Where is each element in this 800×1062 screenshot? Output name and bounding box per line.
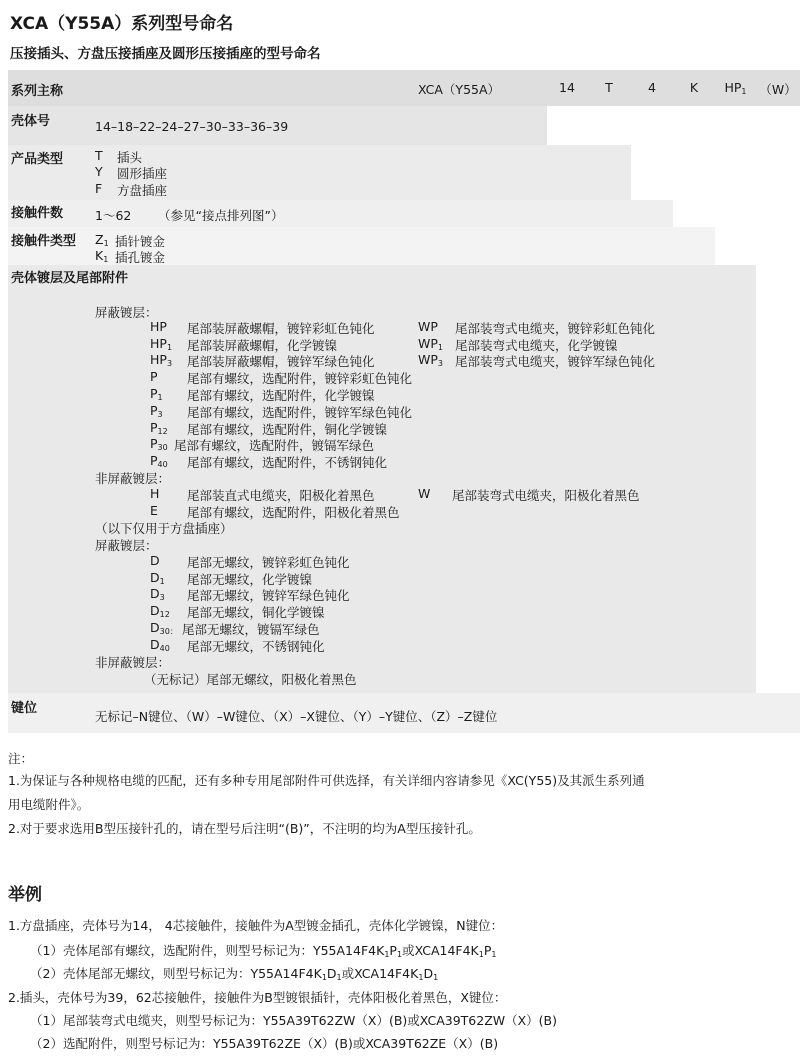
code-contact-type: K	[689, 80, 699, 95]
shield-heading: 屏蔽镀层：	[95, 305, 158, 320]
plating-code: $P_1$	[150, 386, 163, 402]
series-model: XCA（Y55A）	[418, 82, 501, 97]
plating-code: $P_{12}$	[150, 420, 168, 436]
product-type-code: F	[95, 181, 103, 196]
product-type-code: Y	[95, 164, 103, 179]
square-only-note: （以下仅用于方盘插座）	[95, 521, 233, 536]
plating-code: $D_1$	[150, 570, 165, 586]
contact-type-text: 插针镀金	[115, 234, 166, 249]
plating-text: 尾部有螺纹，选配附件，不锈钢钝化	[187, 455, 388, 470]
plating-text: 尾部有螺纹，选配附件，阳极化着黑色	[187, 505, 400, 520]
example-line: （2）壳体尾部无螺纹，则型号标记为：$Y55A14F4K_1D_1$或$XCA14F4K_1D_1$	[30, 966, 439, 982]
plating-text: 尾部无螺纹，铜化学镀镍	[187, 605, 325, 620]
key-label: 键位	[11, 701, 38, 716]
series-label: 系列主称	[11, 84, 64, 99]
plating-text: 尾部有螺纹，选配附件，镀锌军绿色钝化	[187, 405, 413, 420]
examples-heading: 举例	[8, 885, 42, 905]
page-title: XCA（Y55A）系列型号命名	[10, 14, 234, 34]
plating-text: 尾部装屏蔽螺帽，化学镀镍	[187, 338, 338, 353]
plating-code: D	[150, 553, 160, 568]
product-type-text: 方盘插座	[117, 183, 168, 198]
plating-code: $P_{30}$	[150, 436, 168, 452]
plating-label: 壳体镀层及尾部附件	[11, 271, 129, 286]
plating-code: W	[418, 486, 431, 501]
notes-heading: 注：	[8, 751, 34, 766]
example-line: （1）壳体尾部有螺纹，选配附件，则型号标记为：$Y55A14F4K_1P_1$或$XCA14F4K_1P_1$	[30, 943, 497, 959]
plating-text: 尾部有螺纹，选配附件，铜化学镀镍	[187, 422, 388, 437]
plating-code: $WP_1$	[418, 336, 443, 352]
plating-text: 尾部装弯式电缆夹，阳极化着黑色	[452, 488, 640, 503]
plating-text: 尾部无螺纹，镀锌彩虹色钝化	[187, 555, 350, 570]
product-type-code: T	[95, 148, 103, 163]
plating-code: $D_{30:}$	[150, 620, 178, 636]
contact-type-label: 接触件类型	[11, 234, 77, 249]
plating-code: $D_3$	[150, 586, 165, 602]
plating-text: 尾部有螺纹，选配附件，化学镀镍	[187, 388, 375, 403]
contact-count-label: 接触件数	[11, 206, 64, 221]
plating-code: $HP_3$	[150, 352, 173, 368]
contact-type-text: 插孔镀金	[115, 250, 166, 265]
key-value: 无标记–N键位、（W）–W键位、（X）–X键位、（Y）–Y键位、（Z）–Z键位	[95, 709, 498, 724]
square-nonshield-heading: 非屏蔽镀层：	[95, 655, 171, 670]
contact-count-note: （参见“接点排列图”）	[158, 208, 284, 223]
example-line: 1.方盘插座，壳体号为14， 4芯接触件，接触件为A型镀金插孔，壳体化学镀镍，N键位：	[8, 918, 504, 933]
plating-text: 尾部有螺纹，选配附件，镀镉军绿色	[174, 438, 375, 453]
contact-type-code: $Z_1$	[95, 232, 109, 248]
plating-text: 尾部装屏蔽螺帽，镀锌军绿色钝化	[187, 354, 375, 369]
code-shell-size: 14	[559, 80, 575, 95]
product-type-label: 产品类型	[11, 152, 64, 167]
plating-code: WP	[418, 319, 438, 334]
plating-code: E	[150, 503, 158, 518]
plating-text: 尾部无螺纹，化学镀镍	[187, 572, 313, 587]
product-type-text: 圆形插座	[117, 166, 168, 181]
plating-text: 尾部装屏蔽螺帽，镀锌彩虹色钝化	[187, 321, 375, 336]
code-key: （W）	[759, 82, 797, 97]
example-line: 2.插头，壳体号为39，62芯接触件，接触件为B型镀银插针，壳体阳极化着黑色，X键位：	[8, 990, 507, 1005]
code-plating: $HP_1$	[724, 80, 747, 96]
note-line: 1.为保证与各种规格电缆的匹配，还有多种专用尾部附件可供选择，有关详细内容请参见《XC(Y55)及其派生系列通	[8, 773, 645, 788]
plating-text: 尾部装弯式电缆夹，化学镀镍	[455, 338, 618, 353]
plating-code: $D_{40}$	[150, 637, 170, 653]
plating-text: 尾部装直式电缆夹，阳极化着黑色	[187, 488, 375, 503]
code-contact-count: 4	[648, 80, 656, 95]
shell-size-value: 14–18–22–24–27–30–33–36–39	[95, 119, 289, 134]
product-type-text: 插头	[117, 150, 143, 165]
contact-type-code: $K_1$	[95, 248, 109, 264]
plating-code: P	[150, 369, 158, 384]
plating-text: 尾部无螺纹，镀锌军绿色钝化	[187, 588, 350, 603]
note-line: 2.对于要求选用B型压接针孔的，请在型号后注明“(B)”，不注明的均为A型压接针孔。	[8, 821, 481, 836]
square-shield-heading: 屏蔽镀层：	[95, 538, 158, 553]
plating-text: 尾部有螺纹，选配附件，镀锌彩虹色钝化	[187, 371, 413, 386]
plating-code: $D_{12}$	[150, 603, 170, 619]
example-line: （1）尾部装弯式电缆夹，则型号标记为：Y55A39T62ZW（X）(B)或XCA39T62ZW（X）(B)	[30, 1013, 558, 1028]
square-nonshield-row: （无标记）尾部无螺纹，阳极化着黑色	[144, 672, 357, 687]
code-product-type: T	[605, 80, 613, 95]
page-subtitle: 压接插头、方盘压接插座及圆形压接插座的型号命名	[10, 46, 321, 62]
plating-code: $P_{40}$	[150, 453, 168, 469]
plating-text: 尾部装弯式电缆夹，镀锌军绿色钝化	[455, 354, 656, 369]
plating-text: 尾部无螺纹，镀镉军绿色	[182, 622, 320, 637]
plating-code: $P_3$	[150, 403, 163, 419]
plating-code: HP	[150, 319, 167, 334]
plating-code: $HP_1$	[150, 336, 173, 352]
example-line: （2）选配附件，则型号标记为：Y55A39T62ZE（X）(B)或XCA39T62ZE（X）(B)	[30, 1036, 499, 1051]
nonshield-heading: 非屏蔽镀层：	[95, 471, 171, 486]
plating-code: $WP_3$	[418, 352, 443, 368]
contact-count-range: 1～62	[95, 208, 132, 223]
plating-text: 尾部装弯式电缆夹，镀锌彩虹色钝化	[455, 321, 656, 336]
plating-code: H	[150, 486, 160, 501]
shell-size-label: 壳体号	[11, 114, 51, 129]
note-line: 用电缆附件》。	[8, 797, 90, 812]
plating-text: 尾部无螺纹，不锈钢钝化	[187, 639, 325, 654]
